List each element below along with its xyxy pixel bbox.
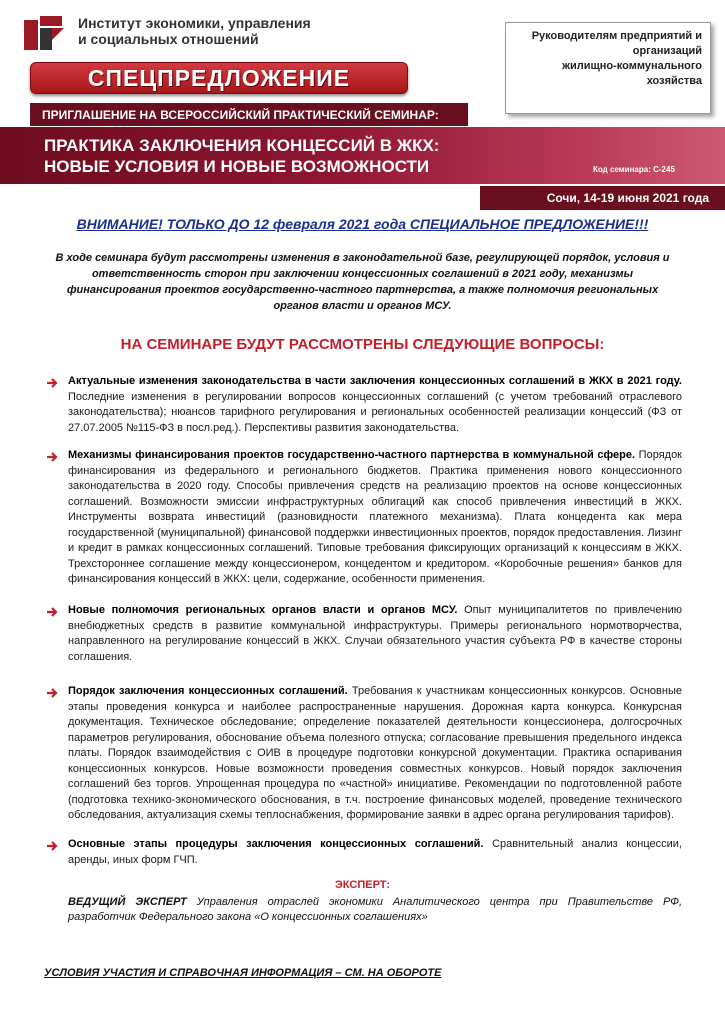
topic-item: [68, 374, 682, 436]
date-place: Сочи, 14-19 июня 2021 года: [480, 186, 725, 210]
intro-paragraph: В ходе семинара будут рассмотрены изменения в законодательной базе, регулирующей порядок, условия и ответственность сторон при заключении концессионных соглашений в 2021 году, механизмы финансирования проектов государственно-частного партнерства, а также полномочия региональных органов власти и органов МСУ.: [55, 252, 670, 312]
seminar-title: [44, 135, 439, 177]
invitation-text: ПРИГЛАШЕНИЕ НА ВСЕРОССИЙСКИЙ ПРАКТИЧЕСКИЙ СЕМИНАР:: [42, 107, 439, 122]
topic-body: Последние изменения в регулировании вопросов концессионных соглашений (с учетом требований отраслевого законодательства); нюансов тарифного регулирования и региональных особенностей реализации концессий (ФЗ от 27.07.2005 №115-ФЗ в посл.ред.). Перспективы развития законодательства.: [68, 390, 682, 434]
seminar-title-line2: НОВЫЕ УСЛОВИЯ И НОВЫЕ ВОЗМОЖНОСТИ: [44, 157, 430, 176]
expert-lead: ВЕДУЩИЙ ЭКСПЕРТ: [68, 896, 187, 908]
org-name-line2: и социальных отношений: [78, 31, 259, 47]
topic-body: Порядок финансирования из федерального и регионального бюджетов. Практика применения нового концессионного законодательства в 2020 году. Способы привлечения средств на реализацию проектов на основе концессионных соглашений. Возможности эмиссии инфраструктурных облигаций как способ привлечения инвестиций в ЖКХ. Инструменты возврата инвестиций (разновидности платежного механизма). Плата концедента как мера государственной (муниципальной) финансовой поддержки инвестиционных проектов, порядок предоставления. Лизинг и кредит в рамках концессионных соглашений. Типовые требования фиксирующих организаций к концессиям в ЖКХ. Трехстороннее соглашение между концессионером, концедентом и кредитором. «Коробочные решения» банков для финансирования концессий в ЖКХ: цели, содержание, особенности применения.: [68, 449, 682, 585]
recipients-line: организаций: [632, 45, 702, 57]
recipients-line: хозяйства: [646, 75, 702, 87]
topic-body: Сравнительный анализ концессии, аренды, иных форм ГЧП.: [68, 838, 683, 866]
bullet-arrow-icon: [46, 451, 60, 463]
expert-title: ЭКСПЕРТ:: [334, 879, 390, 891]
bullet-arrow-icon: [46, 606, 60, 618]
topic-body: Требования к участникам концессионных конкурсов. Основные этапы проведения конкурса и наиболее распространенные нарушения. Дорожная карта конкурса. Конкурсная документация. Техническое обследование; определение показателей деятельности концессионера, долгосрочных параметров регулирования, обоснование объема полезного отпуска; согласование превышения предельного индекса платы. Порядок взаимодействия с ОИВ в процедуре подготовки конкурсной документации. Практика оспаривания концессионных конкурсов. Новые возможности проведения совместных конкурсов. Новый порядок заключения соглашений без торгов. Упрощенная процедура по «частной» инициативе. Рекомендации по подготовленной работе (подготовка технико-экономического обоснования, в т.ч. построение финансовых моделей, проведение технического обследования, актуализация схемы теплоснабжения, формирование заявки в адрес органа регулирования тарифов).: [68, 685, 682, 821]
seminar-code: Код семинара: С-245: [593, 165, 675, 174]
topic-heading: Основные этапы процедуры заключения концессионных соглашений.: [68, 838, 484, 850]
expert-description: [68, 895, 682, 925]
footer-note: УСЛОВИЯ УЧАСТИЯ И СПРАВОЧНАЯ ИНФОРМАЦИЯ – СМ. НА ОБОРОТЕ: [44, 967, 442, 979]
org-name: [78, 15, 311, 47]
org-name-line1: Институт экономики, управления: [78, 15, 311, 31]
bullet-arrow-icon: [46, 377, 60, 389]
topic-heading: Механизмы финансирования проектов государственно-частного партнерства в коммунальной сфере.: [68, 449, 636, 461]
topic-heading: Актуальные изменения законодательства в части заключения концессионных соглашений в ЖКХ в 2021 году.: [68, 375, 682, 387]
recipients-box: [505, 22, 711, 114]
attention-notice: ВНИМАНИЕ! ТОЛЬКО ДО 12 февраля 2021 года СПЕЦИАЛЬНОЕ ПРЕДЛОЖЕНИЕ!!!: [76, 216, 649, 232]
bullet-arrow-icon: [46, 840, 60, 852]
topic-body: Опыт муниципалитетов по привлечению внебюджетных средств в развитие коммунальной инфраструктуры. Примеры регионального нормотворчества, направленного на регулирование концессий в ЖКХ. Случаи обязательного участия субъекта РФ в качестве стороны соглашения.: [68, 604, 682, 663]
special-offer-badge: [30, 62, 408, 94]
topic-item: [68, 837, 682, 868]
expert-text: Управления отраслей экономики Аналитического центра при Правительстве РФ, разработчик Федерального закона «О концессионных соглашениях»: [68, 896, 683, 923]
institute-logo: [22, 14, 66, 54]
title-banner: [0, 127, 725, 184]
topic-item: [68, 603, 682, 665]
topic-heading: Новые полномочия региональных органов власти и органов МСУ.: [68, 604, 458, 616]
topic-heading: Порядок заключения концессионных соглашений.: [68, 685, 348, 697]
seminar-title-line1: ПРАКТИКА ЗАКЛЮЧЕНИЯ КОНЦЕССИЙ В ЖКХ:: [44, 136, 440, 155]
recipients-line: жилищно-коммунального: [562, 60, 702, 72]
bullet-arrow-icon: [46, 687, 60, 699]
special-offer-text: СПЕЦПРЕДЛОЖЕНИЕ: [87, 64, 351, 91]
topic-item: [68, 684, 682, 824]
questions-title: НА СЕМИНАРЕ БУДУТ РАССМОТРЕНЫ СЛЕДУЮЩИЕ ВОПРОСЫ:: [120, 336, 605, 353]
topic-item: [68, 448, 682, 588]
recipients-line: Руководителям предприятий и: [531, 30, 702, 42]
invitation-banner: [30, 103, 468, 126]
